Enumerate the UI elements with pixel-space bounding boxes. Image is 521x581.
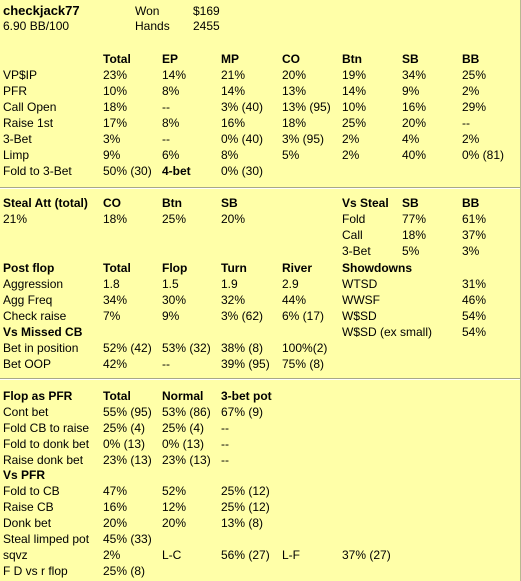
table-cell: 25% (8) [103,564,146,578]
table-cell: 30% [162,293,187,307]
vs-steal-col-bb: BB [462,196,480,210]
table-cell: 5% [282,148,300,162]
table-cell: 52% [162,484,187,498]
table-cell: 9% [103,148,121,162]
row-label-vpip: VP$IP [3,68,38,82]
row-label-wwsf: WWSF [342,293,380,307]
col-header-sb: SB [402,52,419,66]
table-cell: -- [462,116,470,130]
won-label: Won [135,4,160,18]
table-cell: 10% [342,100,367,114]
table-cell: 4% [402,132,420,146]
table-cell: -- [162,132,170,146]
table-cell: 1.9 [221,277,238,291]
row-label-bet-in-position: Bet in position [3,341,79,355]
steal-value-co: 18% [103,212,128,226]
table-cell: 14% [221,84,246,98]
table-cell: 0% (30) [221,164,264,178]
table-cell: 9% [162,309,180,323]
table-cell: 25% (12) [221,484,270,498]
table-cell: 100%(2) [282,341,328,355]
table-cell: 44% [282,293,307,307]
col-header-co: CO [282,52,300,66]
table-cell: 13% [282,84,307,98]
table-cell: 31% [462,277,487,291]
table-cell: 8% [221,148,239,162]
table-cell: 16% [103,500,128,514]
table-cell: 0% (13) [162,437,205,451]
row-label-raise-1st: Raise 1st [3,116,54,130]
row-label-raise-donk-bet: Raise donk bet [3,453,84,467]
steal-att-header: Steal Att (total) [3,196,88,210]
table-cell: 53% (86) [162,405,211,419]
table-cell: 13% (8) [221,516,264,530]
row-label-fold-cb-to-raise: Fold CB to raise [3,421,90,435]
bb-rate: 6.90 BB/100 [3,19,70,33]
table-cell: 19% [342,68,367,82]
vs-pfr-header: Vs PFR [3,468,46,482]
flop-pfr-col-normal: Normal [162,389,204,403]
steal-col-btn: Btn [162,196,182,210]
row-label-raise-cb: Raise CB [3,500,54,514]
row-label-fold-to-cb: Fold to CB [3,484,60,498]
table-cell: 46% [462,293,487,307]
row-label-fold-to-donk-bet: Fold to donk bet [3,437,90,451]
table-cell: -- [221,437,229,451]
row-label-aggression: Aggression [3,277,64,291]
player-name: checkjack77 [3,3,80,18]
col-header-btn: Btn [342,52,362,66]
vs-steal-header: Vs Steal [342,196,389,210]
row-label-steal-limped-pot: Steal limped pot [3,532,90,546]
table-cell: 21% [221,68,246,82]
table-cell: 3% [103,132,121,146]
table-cell: 20% [402,116,427,130]
col-header-bb: BB [462,52,480,66]
row-label-limp: Limp [3,148,30,162]
row-label-4bet: 4-bet [162,164,191,178]
table-cell: 25% [462,68,487,82]
col-header-total: Total [103,52,131,66]
table-cell: 8% [162,116,180,130]
table-cell: 20% [162,516,187,530]
table-cell: 47% [103,484,128,498]
table-cell: 9% [402,84,420,98]
table-cell: 5% [402,244,420,258]
table-cell: 54% [462,325,487,339]
table-cell: 3% (40) [221,100,264,114]
table-cell: 20% [103,516,128,530]
table-cell: 25% (4) [103,421,146,435]
vs-steal-label-fold: Fold [342,212,366,226]
table-cell: 23% (13) [162,453,211,467]
row-label-wtsd: WTSD [342,277,378,291]
table-cell: 53% (32) [162,341,211,355]
row-label-sqvz: sqvz [3,548,28,562]
table-cell: 8% [162,84,180,98]
table-cell: 14% [162,68,187,82]
table-cell: 12% [162,500,187,514]
lc-label: L-C [162,548,182,562]
steal-value-sb: 20% [221,212,246,226]
table-cell: 25% [342,116,367,130]
table-cell: 18% [402,228,427,242]
postflop-header: Post flop [3,261,55,275]
table-cell: 25% (4) [162,421,205,435]
table-cell: 16% [221,116,246,130]
flop-pfr-col-3bet-pot: 3-bet pot [221,389,272,403]
postflop-col-river: River [282,261,313,275]
table-cell: 42% [103,357,128,371]
table-cell: -- [221,421,229,435]
missed-cb-header: Vs Missed CB [3,325,83,339]
row-label-fold-to-3bet: Fold to 3-Bet [3,164,72,178]
table-cell: 25% (12) [221,500,270,514]
table-cell: 54% [462,309,487,323]
table-cell: 32% [221,293,246,307]
table-cell: 77% [402,212,427,226]
row-label-cont-bet: Cont bet [3,405,49,419]
table-cell: 2% [342,148,360,162]
table-cell: 13% (95) [282,100,331,114]
table-cell: 3% (95) [282,132,325,146]
section-divider [0,187,520,189]
row-label-3bet: 3-Bet [3,132,32,146]
table-cell: 37% [462,228,487,242]
postflop-col-total: Total [103,261,131,275]
row-label-bet-oop: Bet OOP [3,357,52,371]
table-cell: 17% [103,116,128,130]
flop-pfr-col-total: Total [103,389,131,403]
table-cell: 2% [103,548,121,562]
steal-value-total: 21% [3,212,28,226]
row-label-agg-freq: Agg Freq [3,293,53,307]
table-cell: 20% [282,68,307,82]
showdowns-header: Showdowns [342,261,412,275]
table-cell: 56% (27) [221,548,270,562]
table-cell: 18% [103,100,128,114]
table-cell: 55% (95) [103,405,152,419]
col-header-mp: MP [221,52,239,66]
table-cell: 16% [402,100,427,114]
col-header-ep: EP [162,52,179,66]
table-cell: 29% [462,100,487,114]
vs-steal-label-call: Call [342,228,363,242]
table-cell: -- [162,357,170,371]
table-cell: -- [221,453,229,467]
table-cell: 61% [462,212,487,226]
table-cell: 3% [462,244,480,258]
table-cell: 23% [103,68,128,82]
table-cell: 6% [162,148,180,162]
table-cell: -- [162,100,170,114]
table-cell: 23% (13) [103,453,152,467]
table-cell: 1.5 [162,277,179,291]
table-cell: 7% [103,309,121,323]
table-cell: 6% (17) [282,309,325,323]
table-cell: 2% [342,132,360,146]
table-cell: 34% [402,68,427,82]
row-label-pfr: PFR [3,84,27,98]
table-cell: 0% (40) [221,132,264,146]
hands-label: Hands [135,19,170,33]
table-cell: 38% (8) [221,341,264,355]
won-value: $169 [193,4,220,18]
table-cell: 18% [282,116,307,130]
table-cell: 1.8 [103,277,120,291]
table-cell: 40% [402,148,427,162]
row-label-donk-bet: Donk bet [3,516,52,530]
postflop-col-turn: Turn [221,261,247,275]
row-label-wsd: W$SD [342,309,377,323]
table-cell: 2% [462,84,480,98]
row-label-check-raise: Check raise [3,309,67,323]
table-cell: 34% [103,293,128,307]
steal-col-co: CO [103,196,121,210]
table-cell: 45% (33) [103,532,152,546]
table-cell: 39% (95) [221,357,270,371]
table-cell: 2.9 [282,277,299,291]
lf-label: L-F [282,548,300,562]
table-cell: 0% (81) [462,148,505,162]
postflop-col-flop: Flop [162,261,188,275]
table-cell: 67% (9) [221,405,264,419]
table-cell: 37% (27) [342,548,391,562]
table-cell: 52% (42) [103,341,152,355]
vs-steal-col-sb: SB [402,196,419,210]
hands-value: 2455 [193,19,220,33]
row-label-fd-vs-r-flop: F D vs r flop [3,564,68,578]
row-label-call-open: Call Open [3,100,57,114]
table-cell: 10% [103,84,128,98]
flop-pfr-header: Flop as PFR [3,389,73,403]
table-cell: 50% (30) [103,164,152,178]
table-cell: 0% (13) [103,437,146,451]
table-cell: 3% (62) [221,309,264,323]
table-cell: 14% [342,84,367,98]
steal-col-sb: SB [221,196,238,210]
steal-value-btn: 25% [162,212,187,226]
vs-steal-label-3bet: 3-Bet [342,244,371,258]
table-cell: 2% [462,132,480,146]
table-cell: 75% (8) [282,357,325,371]
section-divider [0,378,520,380]
row-label-wsd-ex-small: W$SD (ex small) [342,325,433,339]
